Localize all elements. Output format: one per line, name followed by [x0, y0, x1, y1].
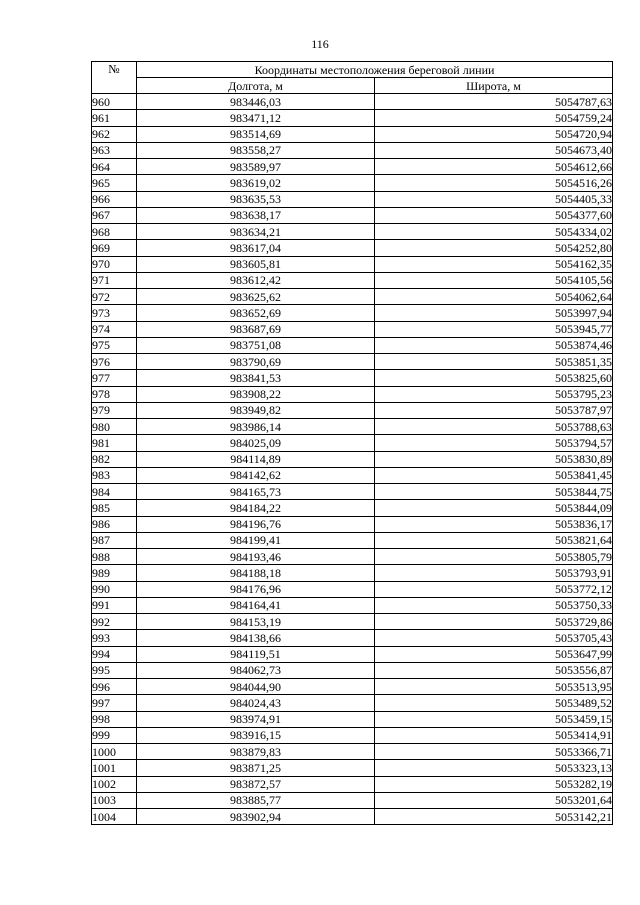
latitude-cell: 5054334,02	[375, 224, 613, 240]
longitude-cell: 983885,77	[137, 792, 375, 808]
latitude-cell: 5054516,26	[375, 175, 613, 191]
table-row	[92, 435, 613, 451]
table-row	[92, 94, 613, 110]
table-row	[92, 565, 613, 581]
longitude-cell: 983625,62	[137, 289, 375, 305]
table-row	[92, 679, 613, 695]
latitude-cell: 5053830,89	[375, 451, 613, 467]
latitude-cell: 5054787,63	[375, 94, 613, 110]
table-row	[92, 516, 613, 532]
table-row	[92, 581, 613, 597]
latitude-cell: 5053556,87	[375, 662, 613, 678]
point-number-cell: 965	[92, 175, 137, 191]
table-row	[92, 614, 613, 630]
point-number-cell: 967	[92, 207, 137, 223]
longitude-cell: 983612,42	[137, 272, 375, 288]
longitude-cell: 983841,53	[137, 370, 375, 386]
latitude-cell: 5053366,71	[375, 744, 613, 760]
point-number-cell: 969	[92, 240, 137, 256]
longitude-cell: 984199,41	[137, 532, 375, 548]
table-row	[92, 272, 613, 288]
table-row	[92, 240, 613, 256]
point-number-cell: 985	[92, 500, 137, 516]
longitude-cell: 984184,22	[137, 500, 375, 516]
latitude-cell: 5053836,17	[375, 516, 613, 532]
latitude-cell: 5053459,15	[375, 711, 613, 727]
longitude-cell: 983751,08	[137, 337, 375, 353]
table-row	[92, 532, 613, 548]
latitude-cell: 5053142,21	[375, 809, 613, 825]
point-number-cell: 999	[92, 727, 137, 743]
table-row	[92, 662, 613, 678]
latitude-cell: 5053841,45	[375, 467, 613, 483]
point-number-cell: 961	[92, 110, 137, 126]
page-number: 116	[311, 37, 329, 51]
longitude-cell: 984138,66	[137, 630, 375, 646]
latitude-cell: 5053795,23	[375, 386, 613, 402]
coordinates-group-header: Координаты местоположения береговой линии	[137, 62, 613, 78]
table-row	[92, 305, 613, 321]
latitude-cell: 5053513,95	[375, 679, 613, 695]
table-row	[92, 175, 613, 191]
table-row	[92, 419, 613, 435]
longitude-cell: 984062,73	[137, 662, 375, 678]
table-row	[92, 451, 613, 467]
table-row	[92, 809, 613, 825]
table-row	[92, 597, 613, 613]
latitude-cell: 5053647,99	[375, 646, 613, 662]
point-number-cell: 976	[92, 354, 137, 370]
point-number-cell: 1003	[92, 792, 137, 808]
longitude-cell: 983871,25	[137, 760, 375, 776]
longitude-cell: 983471,12	[137, 110, 375, 126]
longitude-cell: 983589,97	[137, 159, 375, 175]
table-row	[92, 711, 613, 727]
table-row	[92, 321, 613, 337]
longitude-cell: 984024,43	[137, 695, 375, 711]
point-number-cell: 987	[92, 532, 137, 548]
longitude-cell: 983635,53	[137, 191, 375, 207]
latitude-cell: 5053729,86	[375, 614, 613, 630]
point-number-cell: 975	[92, 337, 137, 353]
point-number-cell: 1001	[92, 760, 137, 776]
longitude-cell: 983872,57	[137, 776, 375, 792]
longitude-cell: 983638,17	[137, 207, 375, 223]
latitude-cell: 5053705,43	[375, 630, 613, 646]
table-row	[92, 646, 613, 662]
longitude-cell: 984025,09	[137, 435, 375, 451]
point-number-cell: 1004	[92, 809, 137, 825]
latitude-cell: 5053282,19	[375, 776, 613, 792]
table-row	[92, 467, 613, 483]
longitude-cell: 984176,96	[137, 581, 375, 597]
latitude-cell: 5053788,63	[375, 419, 613, 435]
table-row	[92, 224, 613, 240]
latitude-cell: 5053825,60	[375, 370, 613, 386]
longitude-cell: 983446,03	[137, 94, 375, 110]
longitude-cell: 983617,04	[137, 240, 375, 256]
longitude-cell: 984188,18	[137, 565, 375, 581]
table-row	[92, 549, 613, 565]
point-number-cell: 986	[92, 516, 137, 532]
longitude-cell: 984153,19	[137, 614, 375, 630]
latitude-cell: 5054673,40	[375, 142, 613, 158]
table-row	[92, 159, 613, 175]
point-number-cell: 981	[92, 435, 137, 451]
table-row	[92, 337, 613, 353]
point-number-cell: 1000	[92, 744, 137, 760]
longitude-column-header: Долгота, м	[137, 78, 375, 94]
number-column-header: №	[92, 62, 137, 94]
latitude-cell: 5054612,66	[375, 159, 613, 175]
latitude-cell: 5054759,24	[375, 110, 613, 126]
table-subheader-row	[92, 78, 613, 94]
latitude-cell: 5053794,57	[375, 435, 613, 451]
table-row	[92, 207, 613, 223]
point-number-cell: 984	[92, 484, 137, 500]
table-row	[92, 630, 613, 646]
table-row	[92, 386, 613, 402]
point-number-cell: 994	[92, 646, 137, 662]
point-number-cell: 1002	[92, 776, 137, 792]
table-row	[92, 760, 613, 776]
longitude-cell: 984114,89	[137, 451, 375, 467]
point-number-cell: 982	[92, 451, 137, 467]
point-number-cell: 974	[92, 321, 137, 337]
latitude-cell: 5053844,09	[375, 500, 613, 516]
latitude-cell: 5053750,33	[375, 597, 613, 613]
point-number-cell: 988	[92, 549, 137, 565]
table-row	[92, 776, 613, 792]
point-number-cell: 970	[92, 256, 137, 272]
point-number-cell: 997	[92, 695, 137, 711]
table-row	[92, 142, 613, 158]
latitude-cell: 5053414,91	[375, 727, 613, 743]
longitude-cell: 983902,94	[137, 809, 375, 825]
table-body	[92, 94, 613, 825]
latitude-cell: 5054252,80	[375, 240, 613, 256]
longitude-cell: 983879,83	[137, 744, 375, 760]
point-number-cell: 990	[92, 581, 137, 597]
latitude-cell: 5053821,64	[375, 532, 613, 548]
latitude-cell: 5054720,94	[375, 126, 613, 142]
latitude-cell: 5053997,94	[375, 305, 613, 321]
longitude-cell: 984119,51	[137, 646, 375, 662]
latitude-cell: 5053793,91	[375, 565, 613, 581]
latitude-cell: 5054377,60	[375, 207, 613, 223]
point-number-cell: 968	[92, 224, 137, 240]
point-number-cell: 980	[92, 419, 137, 435]
longitude-cell: 983558,27	[137, 142, 375, 158]
table-row	[92, 695, 613, 711]
point-number-cell: 996	[92, 679, 137, 695]
table-row	[92, 744, 613, 760]
longitude-cell: 984196,76	[137, 516, 375, 532]
latitude-column-header: Широта, м	[375, 78, 613, 94]
longitude-cell: 983634,21	[137, 224, 375, 240]
longitude-cell: 983687,69	[137, 321, 375, 337]
latitude-cell: 5053851,35	[375, 354, 613, 370]
longitude-cell: 983908,22	[137, 386, 375, 402]
latitude-cell: 5053489,52	[375, 695, 613, 711]
point-number-cell: 991	[92, 597, 137, 613]
point-number-cell: 993	[92, 630, 137, 646]
table-header-row	[92, 62, 613, 78]
coordinates-table	[91, 61, 613, 825]
longitude-cell: 984044,90	[137, 679, 375, 695]
point-number-cell: 989	[92, 565, 137, 581]
latitude-cell: 5053874,46	[375, 337, 613, 353]
latitude-cell: 5053945,77	[375, 321, 613, 337]
table-row	[92, 191, 613, 207]
point-number-cell: 960	[92, 94, 137, 110]
longitude-cell: 984193,46	[137, 549, 375, 565]
point-number-cell: 963	[92, 142, 137, 158]
latitude-cell: 5053844,75	[375, 484, 613, 500]
longitude-cell: 983619,02	[137, 175, 375, 191]
point-number-cell: 998	[92, 711, 137, 727]
latitude-cell: 5053805,79	[375, 549, 613, 565]
point-number-cell: 979	[92, 402, 137, 418]
table-row	[92, 484, 613, 500]
longitude-cell: 983514,69	[137, 126, 375, 142]
table-row	[92, 402, 613, 418]
point-number-cell: 973	[92, 305, 137, 321]
table-row	[92, 500, 613, 516]
table-row	[92, 110, 613, 126]
latitude-cell: 5053787,97	[375, 402, 613, 418]
point-number-cell: 972	[92, 289, 137, 305]
latitude-cell: 5054105,56	[375, 272, 613, 288]
latitude-cell: 5053772,12	[375, 581, 613, 597]
point-number-cell: 962	[92, 126, 137, 142]
point-number-cell: 978	[92, 386, 137, 402]
latitude-cell: 5054162,35	[375, 256, 613, 272]
latitude-cell: 5053201,64	[375, 792, 613, 808]
longitude-cell: 984164,41	[137, 597, 375, 613]
table-row	[92, 370, 613, 386]
table-row	[92, 354, 613, 370]
table-row	[92, 727, 613, 743]
longitude-cell: 983652,69	[137, 305, 375, 321]
point-number-cell: 995	[92, 662, 137, 678]
point-number-cell: 971	[92, 272, 137, 288]
point-number-cell: 964	[92, 159, 137, 175]
latitude-cell: 5054405,33	[375, 191, 613, 207]
table-row	[92, 792, 613, 808]
longitude-cell: 984165,73	[137, 484, 375, 500]
longitude-cell: 984142,62	[137, 467, 375, 483]
longitude-cell: 983986,14	[137, 419, 375, 435]
longitude-cell: 983790,69	[137, 354, 375, 370]
table-row	[92, 289, 613, 305]
point-number-cell: 983	[92, 467, 137, 483]
longitude-cell: 983949,82	[137, 402, 375, 418]
point-number-cell: 966	[92, 191, 137, 207]
point-number-cell: 977	[92, 370, 137, 386]
point-number-cell: 992	[92, 614, 137, 630]
latitude-cell: 5053323,13	[375, 760, 613, 776]
longitude-cell: 983916,15	[137, 727, 375, 743]
table-row	[92, 126, 613, 142]
table-row	[92, 256, 613, 272]
longitude-cell: 983605,81	[137, 256, 375, 272]
latitude-cell: 5054062,64	[375, 289, 613, 305]
longitude-cell: 983974,91	[137, 711, 375, 727]
